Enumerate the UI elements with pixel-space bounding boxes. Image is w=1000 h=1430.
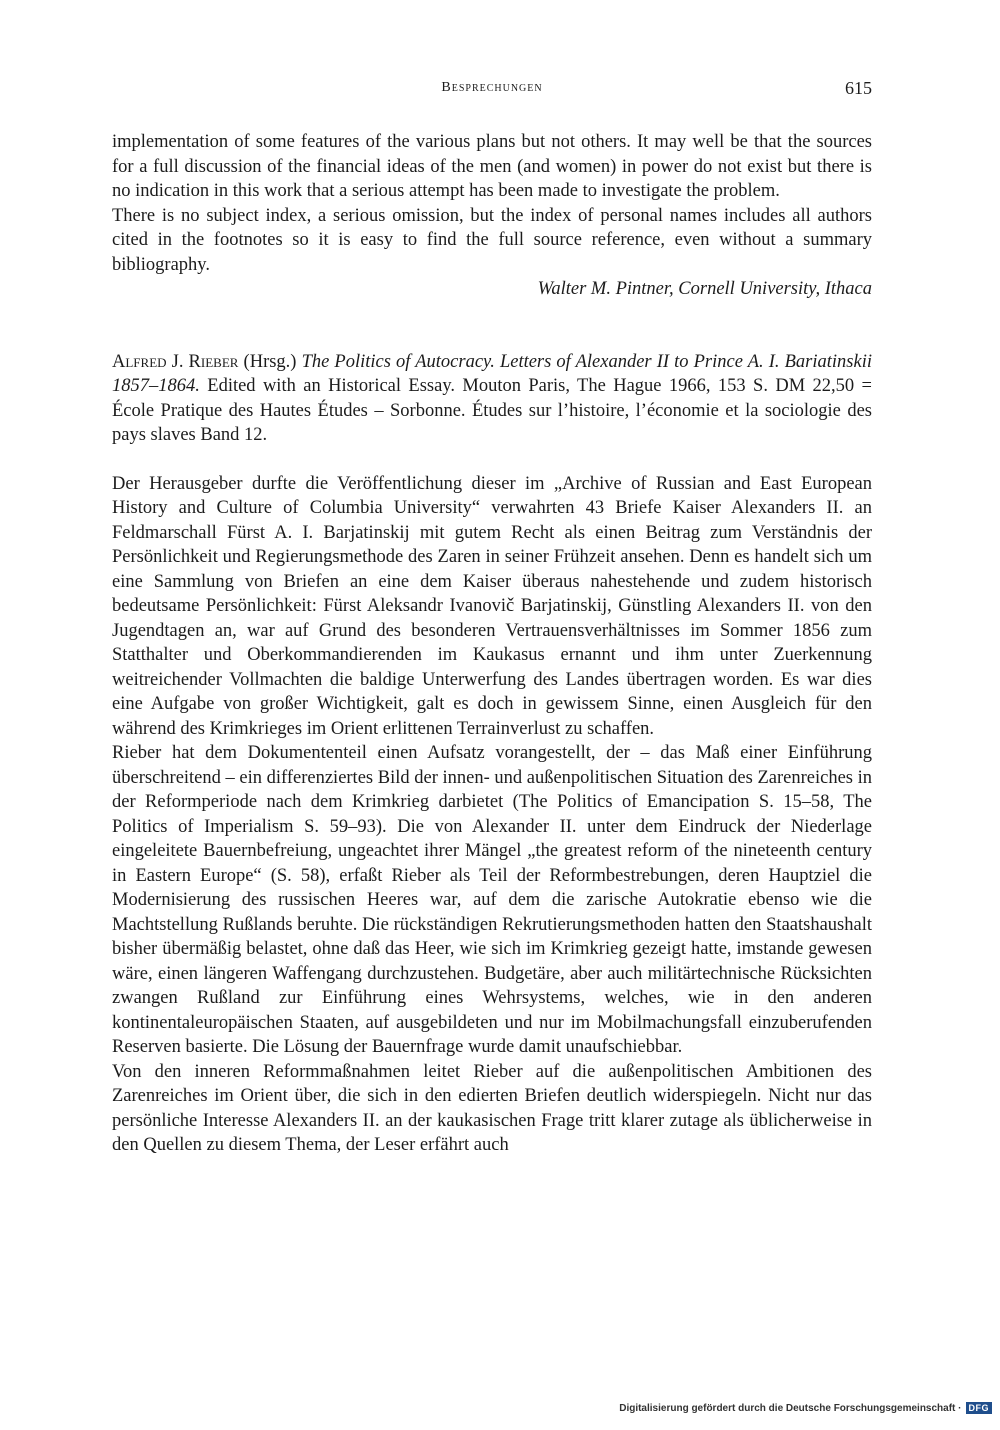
book-title: The Politics of Autocracy. Letters of Alexander II to Prince A. I. Bariatinskii 1857–1864.	[112, 351, 872, 396]
publication-details: Edited with an Historical Essay. Mouton Paris, The Hague 1966, 153 S. DM 22,50 = École Pratique des Hautes Études – Sorbonne. Études sur l’histoire, l’économie et la sociologie des pays slaves Band 12.	[112, 376, 872, 445]
digitization-credit	[619, 1402, 992, 1414]
digitization-credit-text: Digitalisierung gefördert durch die Deutsche Forschungsgemeinschaft ·	[619, 1402, 962, 1414]
running-header-title: Besprechungen	[441, 80, 543, 95]
review2-bibliographic-heading	[112, 350, 872, 448]
reviewer-signature: Walter M. Pintner, Cornell University, Ithaca	[537, 279, 872, 299]
review2-paragraph-1: Der Herausgeber durfte die Veröffentlichung dieser im „Archive of Russian and East European History and Culture of Columbia University“ verwahrten 43 Briefe Kaiser Alexanders II. an Feldmarschall Fürst A. I. Barjatinskij mit gutem Recht als einen Beitrag zum Verständnis der Persönlichkeit und Regierungsmethode des Zaren in seiner Frühzeit ansehen. Denn es handelt sich um eine Sammlung von Briefen an eine dem Kaiser überaus nahestehende und zudem historisch bedeutsame Persönlichkeit: Fürst Aleksandr Ivanovič Barjatinskij, Günstling Alexanders II. von den Jugendtagen an, war auf Grund des besonderen Vertrauensverhältnisses im Sommer 1856 zum Statthalter und Oberkommandierenden im Kaukasus ernannt und ihm unter Zuerkennung weitreichender Vollmachten die baldige Unterwerfung des Landes übertragen worden. Es war dies eine Aufgabe von großer Wichtigkeit, galt es doch in gewissem Sinne, einen Ausgleich für den während des Krimkrieges im Orient erlittenen Terrainverlust zu schaffen.	[112, 473, 872, 739]
book-author: Alfred J. Rieber	[112, 351, 239, 372]
running-header	[112, 80, 872, 104]
editor-note: (Hrsg.)	[238, 351, 302, 372]
review2-paragraph-2: Rieber hat dem Dokumententeil einen Aufsatz vorangestellt, der – das Maß einer Einführung überschreitend – ein differenziertes Bild der innen- und außenpolitischen Situation des Zarenreiches in der Reformperiode nach dem Krimkrieg darbietet (The Politics of Emancipation S. 15–58, The Politics of Imperialism S. 59–93). Die von Alexander II. unter dem Eindruck der Niederlage eingeleitete Bauernbefreiung, ungeachtet ihrer Mängel „the greatest reform of the nineteenth century in Eastern Europe“ (S. 58), erfaßt Rieber als Teil der Reformbestrebungen, deren Hauptziel die Modernisierung des russischen Heeres war, auf dem die zarische Autokratie ebenso wie die Machtstellung Rußlands beruhte. Die rückständigen Rekrutierungsmethoden hatten den Staatshaushalt bisher übermäßig belastet, ohne daß das Heer, wie sich im Krimkrieg gezeigt hatte, imstande gewesen wäre, einen längeren Waffengang durchzustehen. Budgetäre, aber auch militärtechnische Rücksichten zwangen Rußland zur Einführung eines Wehrsystems, welches, wie in den anderen kontinentaleuropäischen Staaten, auf ausgebildeten und nur im Mobilmachungsfall einzuberufenden Reserven basierte. Die Lösung der Bauernfrage wurde damit unaufschiebbar.	[112, 743, 872, 1057]
review1-paragraph-2: There is no subject index, a serious omission, but the index of personal names includes all authors cited in the footnotes so it is easy to find the full source reference, even without a summary bibliography.	[112, 205, 872, 275]
review2-paragraph-3: Von den inneren Reformmaßnahmen leitet Rieber auf die außenpolitischen Ambitionen des Zarenreiches im Orient über, die sich in den edierten Briefen deutlich widerspiegeln. Nicht nur das persönliche Interesse Alexanders II. an der kaukasischen Frage tritt klarer zutage als üblicherweise in den Quellen zu diesem Thema, der Leser erfährt auch	[112, 1061, 872, 1155]
page-content	[112, 130, 872, 1158]
review1-paragraph-1: implementation of some features of the various plans but not others. It may well be that the sources for a full discussion of the financial ideas of the men (and women) in power do not exist but there is no indication in this work that a serious attempt has been made to investigate the problem.	[112, 132, 872, 201]
page-number: 615	[845, 78, 872, 98]
dfg-logo: DFG	[966, 1402, 993, 1414]
